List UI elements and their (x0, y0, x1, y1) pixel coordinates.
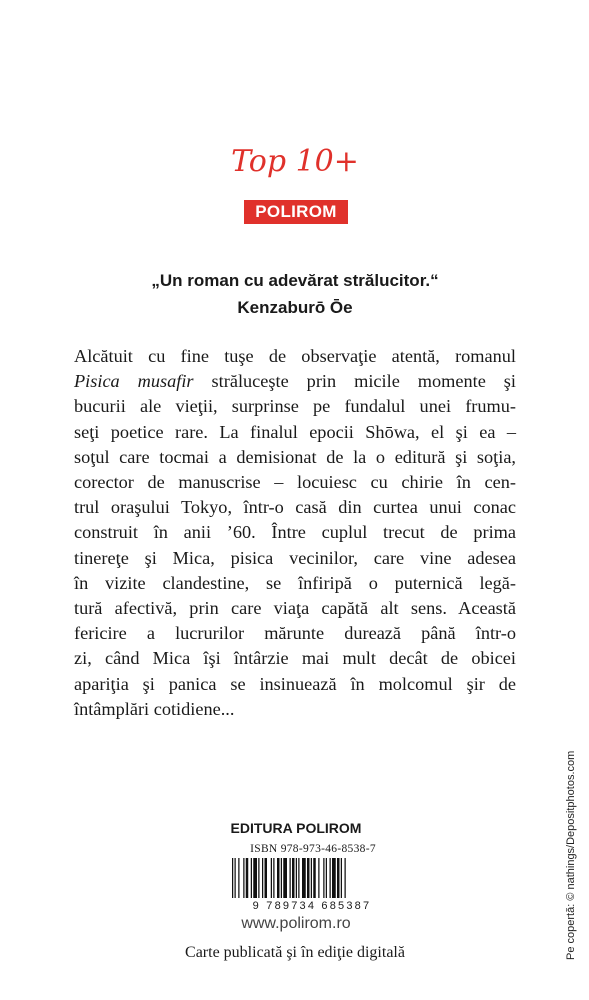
publisher-name: EDITURA POLIROM (230, 820, 362, 836)
barcode-digits: 9 789734 685387 (252, 900, 372, 912)
blurb-line: zi, când Mica îşi întârzie mai mult decât de obicei (74, 648, 516, 669)
series-logo: Top 10+ (231, 144, 359, 179)
blurb-line: soţul care tocmai a demisionat de la o editură şi soţia, (74, 446, 516, 467)
blurb-line: trul oraşului Tokyo, într-o casă din curtea unui conac (74, 497, 516, 518)
blurb-line: tură afectivă, prin care viaţa capătă alt sens. Această (74, 598, 516, 619)
blurb-line: seţi poetice rare. La finalul epocii Shōwa, el şi ea – (74, 421, 516, 442)
blurb-line: tinereţe şi Mica, pisica vecinilor, care vine adesea (74, 547, 516, 568)
digital-edition-note: Carte publicată şi în ediţie digitală (185, 944, 405, 961)
cover-credit: Pe copertă: © nathings/Depositphotos.com (565, 750, 577, 960)
quote-text: „Un roman cu adevărat strălucitor.“ (151, 271, 439, 290)
blurb-line: apariţia şi panica se insinuează în molcomul şir de (74, 673, 516, 694)
blurb-line-rest: străluceşte prin micile momente şi (193, 371, 517, 392)
blurb-line: întâmplări cotidiene... (74, 698, 235, 719)
blurb-line: în vizite clandestine, se înfiripă o puternică legă- (74, 572, 516, 593)
quote-author: Kenzaburō Ōe (237, 298, 353, 317)
isbn: ISBN 978-973-46-8538-7 (250, 843, 376, 855)
blurb-line: construit în anii ’60. Între cuplul trecut de prima (74, 522, 516, 543)
blurb-line (74, 369, 516, 394)
publisher-badge: POLIROM (244, 200, 348, 224)
book-blurb (74, 344, 516, 722)
blurb-line: bucurii ale vieţii, surprinse pe fundalul unei frumu- (74, 396, 516, 417)
book-title: Pisica musafir (74, 371, 194, 392)
blurb-line: Alcătuit cu fine tuşe de observaţie atentă, romanul (74, 346, 516, 366)
blurb-line: fericire a lucrurilor mărunte durează până într-o (74, 623, 516, 644)
blurb-line: corector de manuscrise – locuiesc cu chirie în cen- (74, 472, 516, 493)
website-link[interactable]: www.polirom.ro (241, 915, 351, 932)
